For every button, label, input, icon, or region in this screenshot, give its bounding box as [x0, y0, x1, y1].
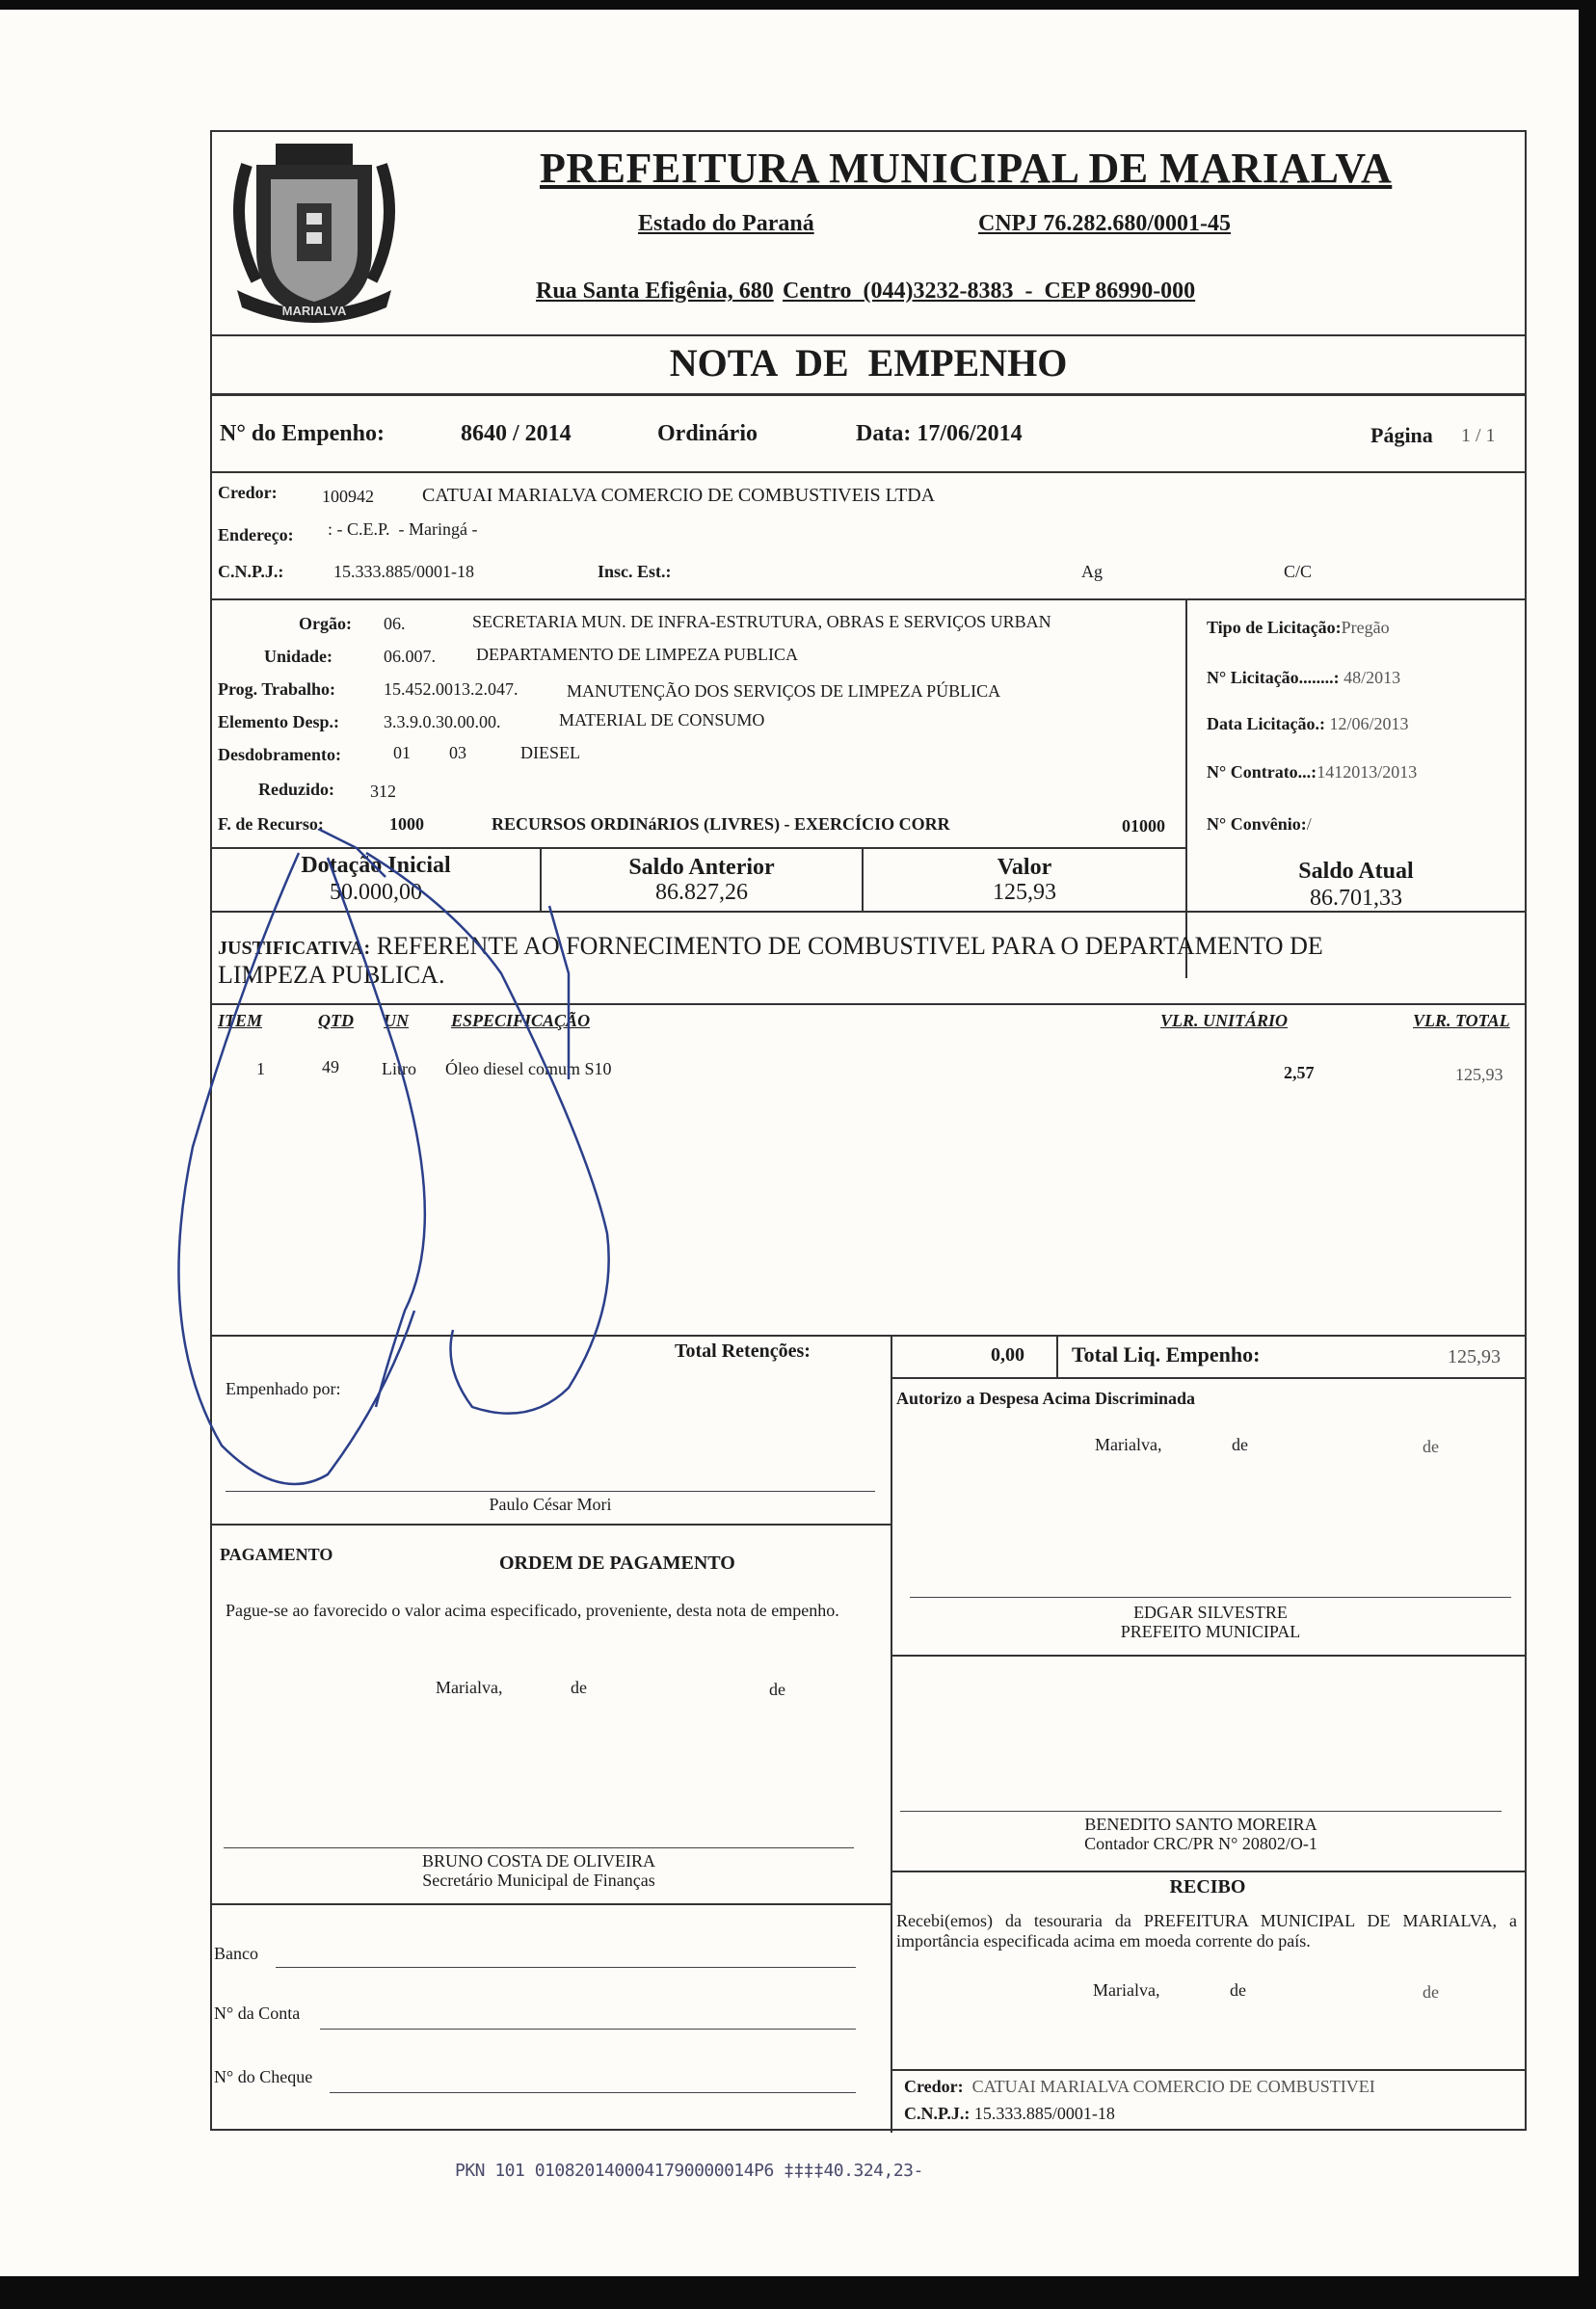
svg-text:MARIALVA: MARIALVA	[281, 304, 347, 318]
empenhado-name: Paulo César Mori	[489, 1495, 612, 1514]
scan-edge-bottom	[0, 2276, 1596, 2309]
secretario-signature	[224, 1851, 854, 1890]
recurso-label: F. de Recurso:	[218, 814, 324, 834]
pagamento-label: PAGAMENTO	[220, 1545, 333, 1564]
desdobramento-name: DIESEL	[520, 743, 580, 762]
tipo-licitacao: Tipo de Licitação:Pregão	[1207, 618, 1390, 637]
total-retencoes-label: Total Retenções:	[675, 1340, 811, 1362]
scan-edge-right	[1579, 0, 1596, 2309]
elemento-name: MATERIAL DE CONSUMO	[559, 710, 765, 730]
insc-est-label: Insc. Est.:	[598, 562, 672, 581]
contador-name: BENEDITO SANTO MOREIRA	[1084, 1815, 1317, 1834]
saldo-atual-value: 86.701,33	[1310, 886, 1402, 911]
data-licitacao: Data Licitação.: 12/06/2013	[1207, 714, 1409, 733]
recibo-city: Marialva,	[1093, 1980, 1160, 2000]
credor-name: CATUAI MARIALVA COMERCIO DE COMBUSTIVEIS LTDA	[422, 485, 936, 506]
col-especificacao: ESPECIFICAÇÃO	[451, 1011, 591, 1030]
empenho-number: 8640 / 2014	[461, 421, 572, 446]
orgao-code: 06.	[384, 614, 406, 633]
valor-label: Valor	[997, 855, 1052, 880]
municipality-contact: Centro (044)3232-8383 - CEP 86990-000	[783, 279, 1196, 304]
recibo-de-1: de	[1230, 1980, 1246, 2000]
empenho-date: Data: 17/06/2014	[856, 421, 1023, 446]
pagamento-de-2: de	[769, 1680, 785, 1699]
secretario-name: BRUNO COSTA DE OLIVEIRA	[421, 1851, 656, 1871]
col-valor-total: VLR. TOTAL	[1413, 1011, 1510, 1030]
desdobramento-label: Desdobramento:	[218, 745, 341, 764]
unidade-label: Unidade:	[264, 647, 333, 666]
dotacao-inicial-label: Dotação Inicial	[301, 853, 451, 878]
recibo-credor: Credor: CATUAI MARIALVA COMERCIO DE COMBUSTIVEI	[904, 2077, 1375, 2096]
pagamento-city: Marialva,	[436, 1678, 503, 1697]
desdobramento-1: 01	[393, 743, 411, 762]
justificativa-line2: LIMPEZA PUBLICA.	[218, 961, 445, 989]
pagamento-text: Pague-se ao favorecido o valor acima especificado, proveniente, desta nota de empenho.	[226, 1601, 839, 1620]
handwritten-signature-stroke	[164, 829, 665, 1523]
empenhado-por-label: Empenhado por:	[226, 1379, 341, 1398]
recurso-code: 1000	[389, 814, 424, 834]
col-item: ITEM	[218, 1011, 263, 1030]
municipality-title: PREFEITURA MUNICIPAL DE MARIALVA	[540, 145, 1393, 192]
document-title: NOTA DE EMPENHO	[669, 341, 1068, 385]
scan-edge-top	[0, 0, 1596, 10]
prefeito-title: PREFEITO MUNICIPAL	[1120, 1622, 1301, 1641]
agencia-label: Ag	[1081, 562, 1103, 581]
col-qtd: QTD	[318, 1011, 354, 1030]
banco-label: Banco	[214, 1944, 258, 1963]
autorizo-text: Autorizo a Despesa Acima Discriminada	[896, 1389, 1195, 1408]
item-unit-price: 2,57	[1284, 1063, 1315, 1082]
recurso-code-2: 01000	[1122, 816, 1165, 836]
numero-licitacao: N° Licitação........: 48/2013	[1207, 668, 1401, 687]
cnpj-label: C.N.P.J.:	[218, 562, 284, 581]
total-liquido-value: 125,93	[1448, 1346, 1501, 1367]
dotacao-inicial-value: 50.000,00	[330, 880, 422, 905]
state-name: Estado do Paraná	[638, 211, 814, 236]
recibo-de-2: de	[1423, 1982, 1439, 2002]
unidade-code: 06.007.	[384, 647, 436, 666]
municipality-address: Rua Santa Efigênia, 680	[536, 279, 774, 304]
unidade-name: DEPARTAMENTO DE LIMPEZA PUBLICA	[476, 645, 799, 664]
autorizo-de-2: de	[1423, 1437, 1439, 1456]
elemento-label: Elemento Desp.:	[218, 712, 339, 731]
footer-print-code: PKN 101 0108201400041790000014P6 ‡‡‡‡40.324,23-	[455, 2161, 923, 2181]
item-description: Óleo diesel comum S10	[445, 1059, 612, 1078]
item-total: 125,93	[1455, 1065, 1503, 1084]
orgao-name: SECRETARIA MUN. DE INFRA-ESTRUTURA, OBRAS E SERVIÇOS URBAN	[472, 612, 1051, 631]
recibo-text: Recebi(emos) da tesouraria da PREFEITURA MUNICIPAL DE MARIALVA, a importância especificada acima em moeda corrente do país.	[896, 1911, 1517, 1951]
saldo-anterior-value: 86.827,26	[655, 880, 748, 905]
page-label: Página	[1370, 423, 1433, 447]
prefeito-name: EDGAR SILVESTRE	[1133, 1603, 1288, 1622]
recurso-name: RECURSOS ORDINáRIOS (LIVRES) - EXERCÍCIO CORR	[492, 814, 950, 834]
prefeito-signature	[910, 1603, 1511, 1641]
secretario-title: Secretário Municipal de Finanças	[422, 1871, 655, 1890]
prog-trabalho-label: Prog. Trabalho:	[218, 679, 336, 699]
pagamento-de-1: de	[571, 1678, 587, 1697]
ordem-pagamento-label: ORDEM DE PAGAMENTO	[499, 1553, 735, 1574]
col-un: UN	[384, 1011, 409, 1030]
conta-label: N° da Conta	[214, 2004, 301, 2023]
recibo-cnpj: C.N.P.J.: 15.333.885/0001-18	[904, 2104, 1115, 2123]
prog-trabalho-name: MANUTENÇÃO DOS SERVIÇOS DE LIMPEZA PÚBLICA	[567, 681, 1001, 701]
prog-trabalho-code: 15.452.0013.2.047.	[384, 679, 519, 699]
municipality-cnpj: CNPJ 76.282.680/0001-45	[978, 211, 1231, 236]
contador-signature	[900, 1815, 1502, 1853]
page-number: 1 / 1	[1461, 425, 1496, 446]
elemento-code: 3.3.9.0.30.00.00.	[384, 712, 501, 731]
cheque-label: N° do Cheque	[214, 2067, 313, 2086]
saldo-anterior-label: Saldo Anterior	[628, 855, 775, 880]
total-liquido-label: Total Liq. Empenho:	[1072, 1342, 1261, 1367]
conta-corrente-label: C/C	[1284, 562, 1313, 581]
credor-cnpj: 15.333.885/0001-18	[333, 562, 474, 581]
valor-value: 125,93	[993, 880, 1056, 905]
credor-label: Credor:	[218, 483, 278, 502]
col-valor-unitario: VLR. UNITÁRIO	[1160, 1011, 1289, 1030]
credor-address: : - C.E.P. - Maringá -	[328, 519, 478, 539]
empenho-type: Ordinário	[657, 421, 758, 446]
numero-convenio: N° Convênio:/	[1207, 814, 1312, 834]
total-retencoes-value: 0,00	[991, 1344, 1024, 1366]
item-number: 1	[256, 1059, 265, 1078]
orgao-label: Orgão:	[299, 614, 352, 633]
autorizo-city: Marialva,	[1095, 1435, 1162, 1454]
reduzido-label: Reduzido:	[258, 780, 335, 799]
contador-title: Contador CRC/PR N° 20802/O-1	[1084, 1834, 1317, 1853]
credor-code: 100942	[322, 487, 374, 506]
justificativa-line1: JUSTIFICATIVA: REFERENTE AO FORNECIMENTO DE COMBUSTIVEL PARA O DEPARTAMENTO DE	[218, 932, 1323, 960]
endereco-label: Endereço:	[218, 525, 294, 544]
autorizo-de-1: de	[1232, 1435, 1248, 1454]
desdobramento-2: 03	[449, 743, 466, 762]
item-unit: Litro	[382, 1059, 416, 1078]
saldo-atual-label: Saldo Atual	[1298, 859, 1414, 884]
numero-contrato: N° Contrato...:1412013/2013	[1207, 762, 1418, 782]
reduzido-value: 312	[370, 782, 396, 801]
recibo-title: RECIBO	[1169, 1876, 1246, 1898]
empenho-number-label: N° do Empenho:	[220, 421, 385, 446]
item-qtd: 49	[322, 1057, 339, 1076]
municipal-crest-logo	[218, 136, 411, 329]
